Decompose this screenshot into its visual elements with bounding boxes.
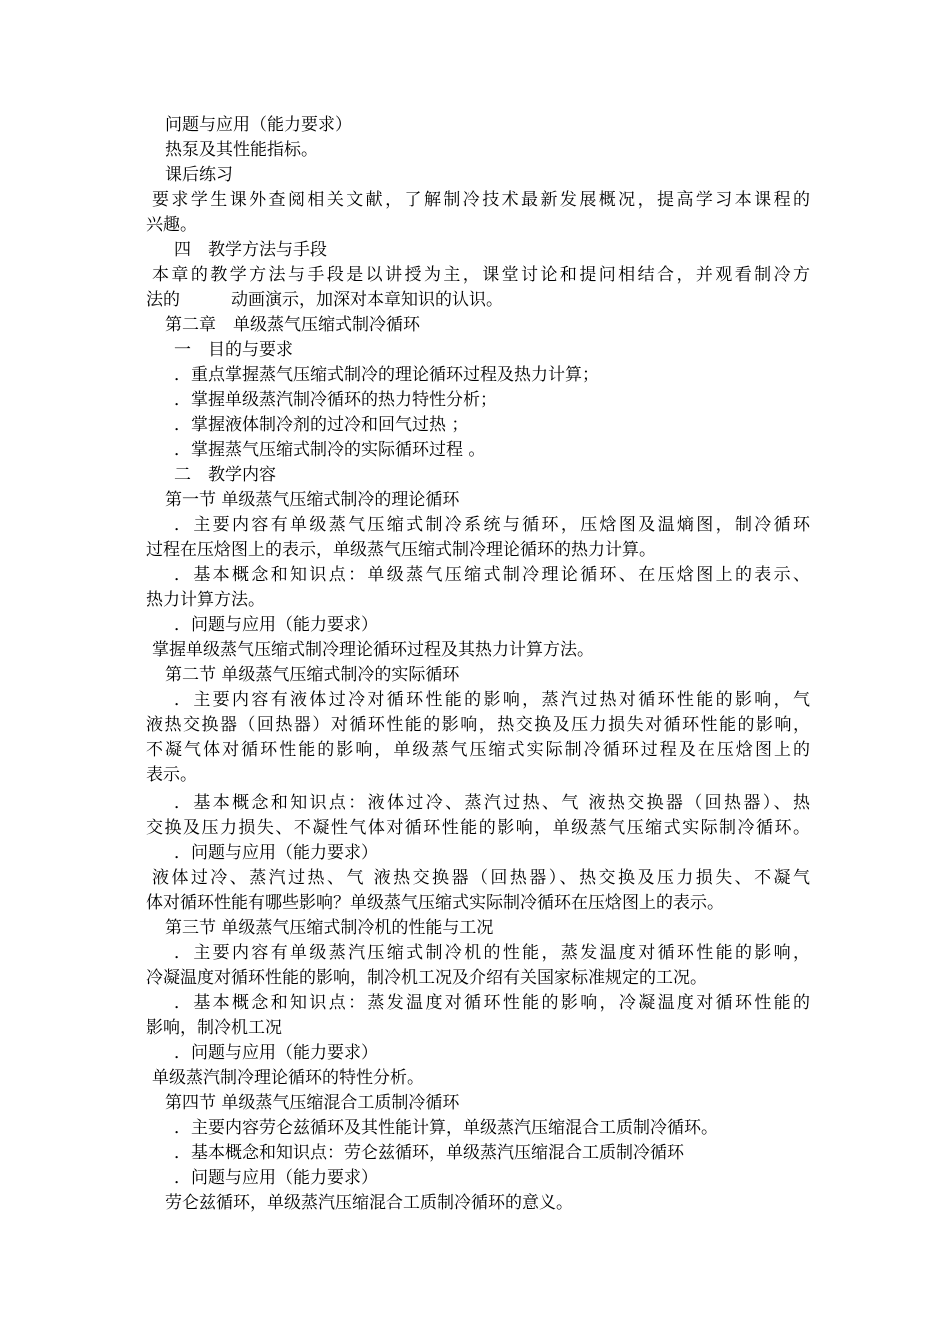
list-item: ．基本概念和知识点：单级蒸气压缩式制冷理论循环、在压焓图上的表示、 xyxy=(174,565,810,585)
text-line: 单级蒸汽制冷理论循环的特性分析。 xyxy=(152,1068,424,1088)
list-item: ．问题与应用（能力要求） xyxy=(174,1168,378,1188)
section-heading: 四 教学方法与手段 xyxy=(174,240,327,260)
text-line: 法的 动画演示，加深对本章知识的认识。 xyxy=(146,290,503,310)
list-item: ．主要内容有单级蒸气压缩式制冷系统与循环，压焓图及温熵图，制冷循环 xyxy=(174,515,810,535)
list-item: ．问题与应用（能力要求） xyxy=(174,615,378,635)
text-line: 要求学生课外查阅相关文献，了解制冷技术最新发展概况，提高学习本课程的 xyxy=(152,190,810,210)
text-line: 表示。 xyxy=(146,765,197,785)
text-line: 课后练习 xyxy=(165,165,233,185)
text-line: 掌握单级蒸气压缩式制冷理论循环过程及其热力计算方法。 xyxy=(152,640,594,660)
subsection-heading: 第一节 单级蒸气压缩式制冷的理论循环 xyxy=(165,490,460,510)
text-line: 交换及压力损失、不凝性气体对循环性能的影响，单级蒸气压缩式实际制冷循环。 xyxy=(146,818,810,838)
text-line: 液热交换器（回热器）对循环性能的影响，热交换及压力损失对循环性能的影响， xyxy=(146,715,810,735)
list-item: ．重点掌握蒸气压缩式制冷的理论循环过程及热力计算； xyxy=(174,365,599,385)
text-line: 本章的教学方法与手段是以讲授为主，课堂讨论和提问相结合，并观看制冷方 xyxy=(152,265,810,285)
text-line: 热力计算方法。 xyxy=(146,590,265,610)
list-item: ．基本概念和知识点：蒸发温度对循环性能的影响，冷凝温度对循环性能的 xyxy=(174,993,810,1013)
list-item: ．基本概念和知识点：液体过冷、蒸汽过热、气 液热交换器（回热器）、热 xyxy=(174,793,810,813)
text-line: 劳仑兹循环，单级蒸汽压缩混合工质制冷循环的意义。 xyxy=(165,1193,573,1213)
text-line: 热泵及其性能指标。 xyxy=(165,140,318,160)
text-line: 问题与应用（能力要求） xyxy=(165,115,352,135)
list-item: ．掌握液体制冷剂的过冷和回气过热 ； xyxy=(174,415,469,435)
list-item: ．基本概念和知识点：劳仑兹循环，单级蒸汽压缩混合工质制冷循环 xyxy=(174,1143,684,1163)
document-body xyxy=(146,113,810,1216)
list-item: ．主要内容有单级蒸汽压缩式制冷机的性能，蒸发温度对循环性能的影响， xyxy=(174,943,810,963)
text-line: 影响，制冷机工况 xyxy=(146,1018,282,1038)
list-item: ．问题与应用（能力要求） xyxy=(174,1043,378,1063)
section-heading: 二 教学内容 xyxy=(174,465,276,485)
list-item: ．问题与应用（能力要求） xyxy=(174,843,378,863)
text-line: 液体过冷、蒸汽过热、气 液热交换器（回热器）、热交换及压力损失、不凝气 xyxy=(152,868,810,888)
text-line: 冷凝温度对循环性能的影响，制冷机工况及介绍有关国家标准规定的工况。 xyxy=(146,968,707,988)
list-item: ．掌握单级蒸汽制冷循环的热力特性分析； xyxy=(174,390,497,410)
text-line: 体对循环性能有哪些影响？单级蒸气压缩式实际制冷循环在压焓图上的表示。 xyxy=(146,893,724,913)
list-item: ．掌握蒸气压缩式制冷的实际循环过程 。 xyxy=(174,440,486,460)
section-heading: 一 目的与要求 xyxy=(174,340,293,360)
chapter-heading: 第二章 单级蒸气压缩式制冷循环 xyxy=(165,315,420,335)
list-item: ．主要内容有液体过冷对循环性能的影响，蒸汽过热对循环性能的影响，气 xyxy=(174,690,810,710)
subsection-heading: 第二节 单级蒸气压缩式制冷的实际循环 xyxy=(165,665,460,685)
text-line: 过程在压焓图上的表示，单级蒸气压缩式制冷理论循环的热力计算。 xyxy=(146,540,656,560)
text-line: 不凝气体对循环性能的影响，单级蒸气压缩式实际制冷循环过程及在压焓图上的 xyxy=(146,740,810,760)
subsection-heading: 第三节 单级蒸气压缩式制冷机的性能与工况 xyxy=(165,918,494,938)
subsection-heading: 第四节 单级蒸气压缩混合工质制冷循环 xyxy=(165,1093,460,1113)
text-line: 兴趣。 xyxy=(146,215,197,235)
list-item: ．主要内容劳仑兹循环及其性能计算，单级蒸汽压缩混合工质制冷循环。 xyxy=(174,1118,718,1138)
